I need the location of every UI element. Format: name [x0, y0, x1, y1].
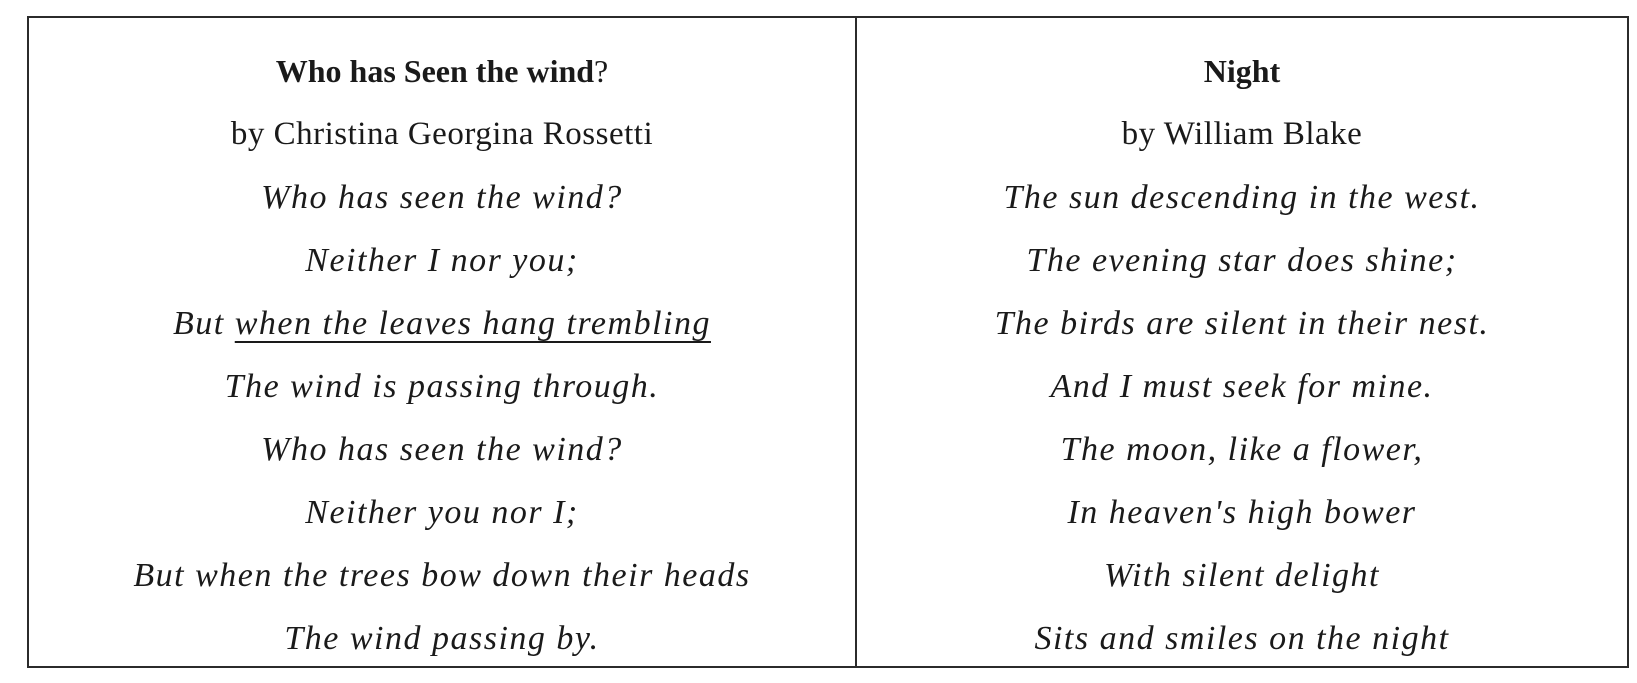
- poem-line: The moon, like a flower,: [1060, 431, 1424, 468]
- poem-line: Neither you nor I;: [305, 494, 579, 531]
- poem-line: The sun descending in the west.: [1003, 179, 1481, 216]
- poem-title: [276, 40, 609, 103]
- poem-table: [27, 16, 1629, 668]
- poem-cell-blake: [857, 18, 1627, 666]
- poem-line: The evening star does shine;: [1026, 242, 1458, 279]
- poem-line: But when the trees bow down their heads: [133, 557, 751, 594]
- poem-line: With silent delight: [1104, 557, 1380, 594]
- poem-title: Night: [1203, 53, 1281, 89]
- poem-line: [173, 292, 711, 355]
- poem-line: The wind is passing through.: [224, 368, 660, 405]
- poem-cell-rossetti: [29, 18, 857, 666]
- poem-line-start: But: [173, 305, 235, 342]
- poem-line: Who has seen the wind?: [261, 431, 623, 468]
- poem-line: Neither I nor you;: [305, 242, 579, 279]
- poem-title-text: Who has Seen the wind: [275, 53, 595, 89]
- poem-author: by William Blake: [1121, 116, 1363, 152]
- poem-line: The wind passing by.: [284, 620, 600, 657]
- poem-author: by Christina Georgina Rossetti: [230, 116, 654, 152]
- poem-line: And I must seek for mine.: [1050, 368, 1434, 405]
- poem-line: In heaven's high bower: [1067, 494, 1417, 531]
- poem-line: Sits and smiles on the night: [1034, 620, 1450, 657]
- underlined-phrase: when the leaves hang trembling: [234, 305, 711, 342]
- poem-line: Who has seen the wind?: [261, 179, 623, 216]
- poem-title-question-mark: ?: [594, 53, 609, 89]
- poem-line: The birds are silent in their nest.: [994, 305, 1490, 342]
